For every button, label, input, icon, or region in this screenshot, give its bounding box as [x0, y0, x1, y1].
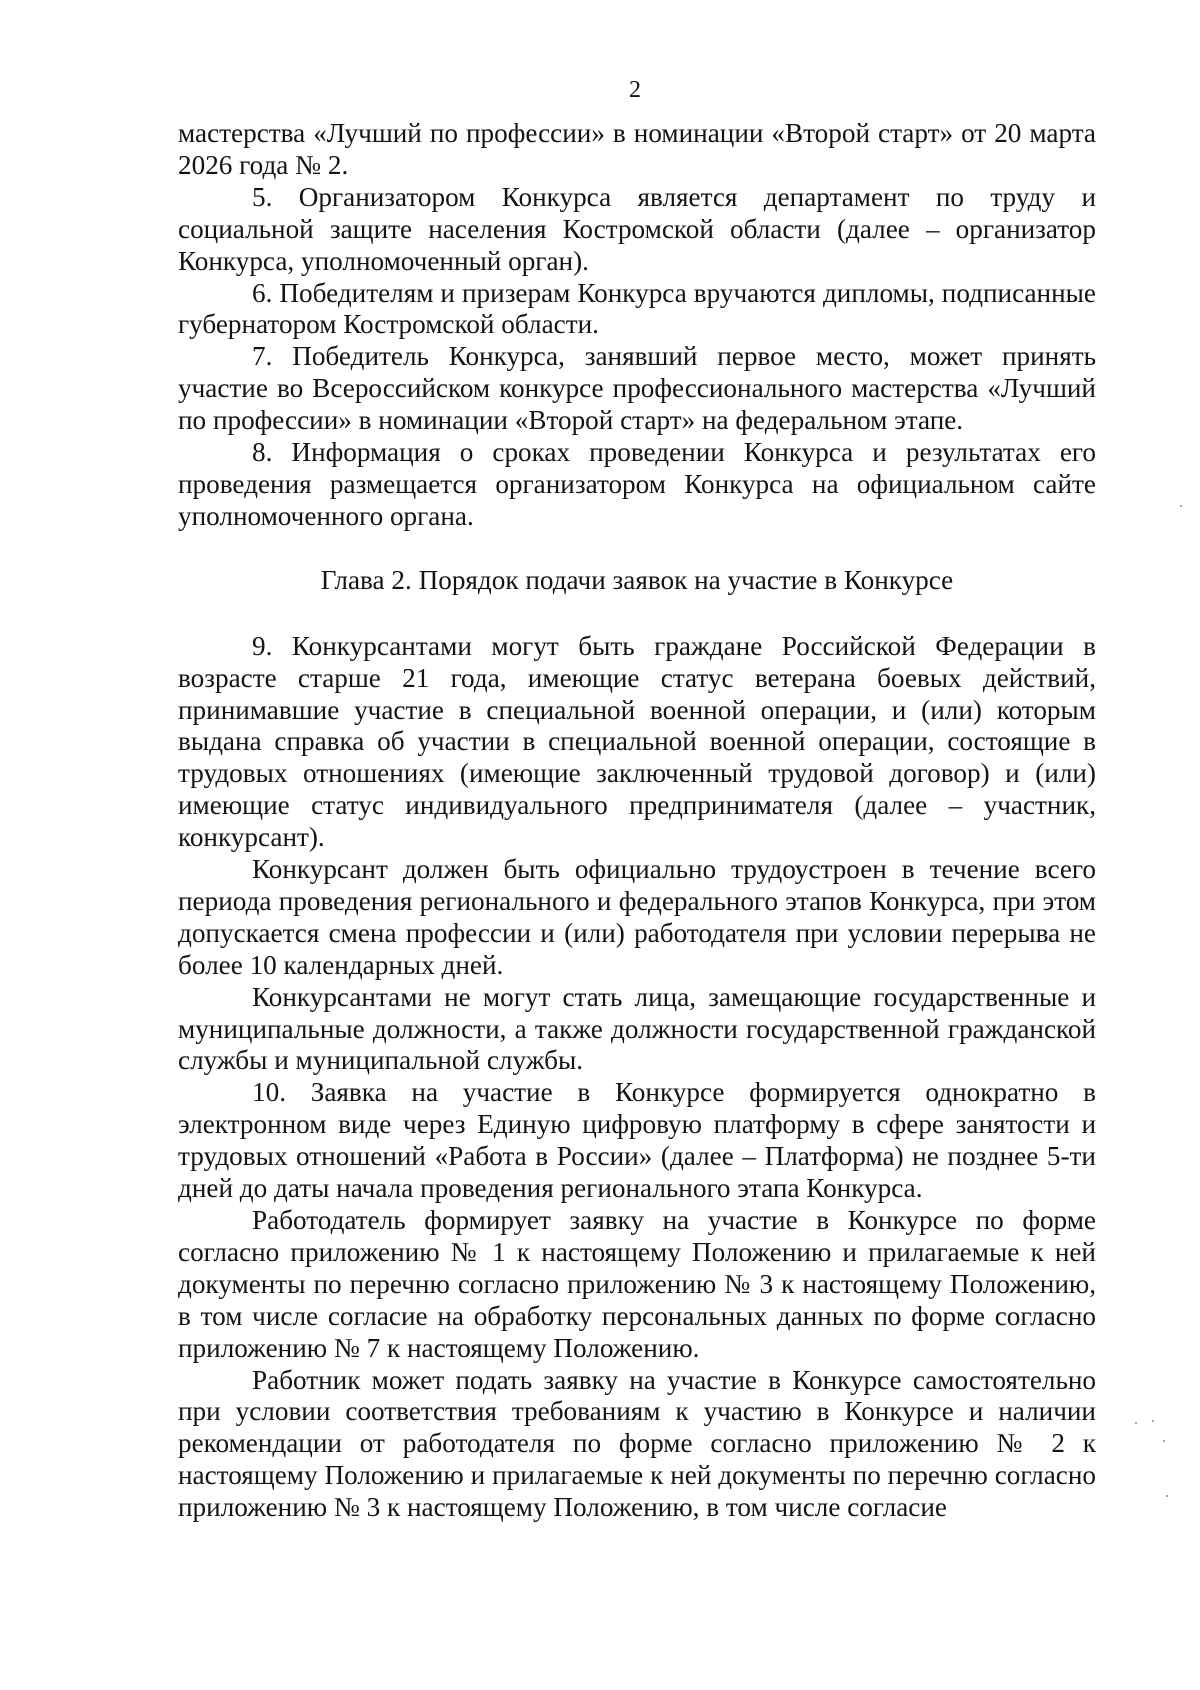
scan-speck — [1135, 1422, 1137, 1424]
scan-speck — [1180, 505, 1182, 507]
scan-speck — [1163, 1440, 1165, 1442]
scan-speck — [1152, 1420, 1154, 1422]
paragraph-item-8: 8. Информация о сроках проведении Конкурса и результатах его проведения размещается организатором Конкурса на официальном сайте уполномоченного органа. — [178, 437, 1096, 531]
paragraph-continuation: мастерства «Лучший по профессии» в номинации «Второй старт» от 20 марта 2026 года № 2. — [178, 118, 1096, 180]
paragraph-employer-application: Работодатель формирует заявку на участие в Конкурсе по форме согласно приложению № 1 к настоящему Положению и прилагаемые к ней документы по перечню согласно приложению № 3 к настоящему Положению, в том числе согласие на обработку персональных данных по форме согласно приложению № 7 к настоящему Положению. — [178, 1205, 1096, 1363]
document-body — [178, 118, 1096, 1524]
paragraph-item-9: 9. Конкурсантами могут быть граждане Российской Федерации в возрасте старше 21 года, имеющие статус ветерана боевых действий, принимавшие участие в специальной военной операции, и (или) которым выдана справка об участии в специальной военной операции, состоящие в трудовых отношениях (имеющие заключенный трудовой договор) и (или) имеющие статус индивидуального предпринимателя (далее – участник, конкурсант). — [178, 630, 1096, 853]
paragraph-item-10: 10. Заявка на участие в Конкурсе формируется однократно в электронном виде через Единую цифровую платформу в сфере занятости и трудовых отношений «Работа в России» (далее – Платформа) не позднее 5-ти дней до даты начала проведения регионального этапа Конкурса. — [178, 1077, 1096, 1204]
chapter-heading: Глава 2. Порядок подачи заявок на участие в Конкурсе — [320, 564, 954, 595]
paragraph-employment-requirement: Конкурсант должен быть официально трудоустроен в течение всего периода проведения регионального и федерального этапов Конкурса, при этом допускается смена профессии и (или) работодателя при условии перерыва не более 10 календарных дней. — [178, 854, 1096, 980]
paragraph-ineligible-persons: Конкурсантами не могут стать лица, замещающие государственные и муниципальные должности, а также должности государственной гражданской службы и муниципальной службы. — [178, 981, 1096, 1076]
paragraph-employee-application: Работник может подать заявку на участие в Конкурсе самостоятельно при условии соответствия требованиям к участию в Конкурсе и наличии рекомендации от работодателя по форме согласно приложению № 2 к настоящему Положению и прилагаемые к ней документы по перечню согласно приложению № 3 к настоящему Положению, в том числе согласие — [178, 1364, 1096, 1523]
paragraph-item-7: 7. Победитель Конкурса, занявший первое место, может принять участие во Всероссийском конкурсе профессионального мастерства «Лучший по профессии» в номинации «Второй старт» на федеральном этапе. — [178, 341, 1096, 436]
page-number: 2 — [629, 77, 641, 103]
paragraph-item-5: 5. Организатором Конкурса является департамент по труду и социальной защите населения Костромской области (далее – организатор Конкурса, уполномоченный орган). — [178, 181, 1096, 276]
paragraph-item-6: 6. Победителям и призерам Конкурса вручаются дипломы, подписанные губернатором Костромской области. — [178, 277, 1096, 340]
scan-speck — [1166, 1495, 1168, 1497]
